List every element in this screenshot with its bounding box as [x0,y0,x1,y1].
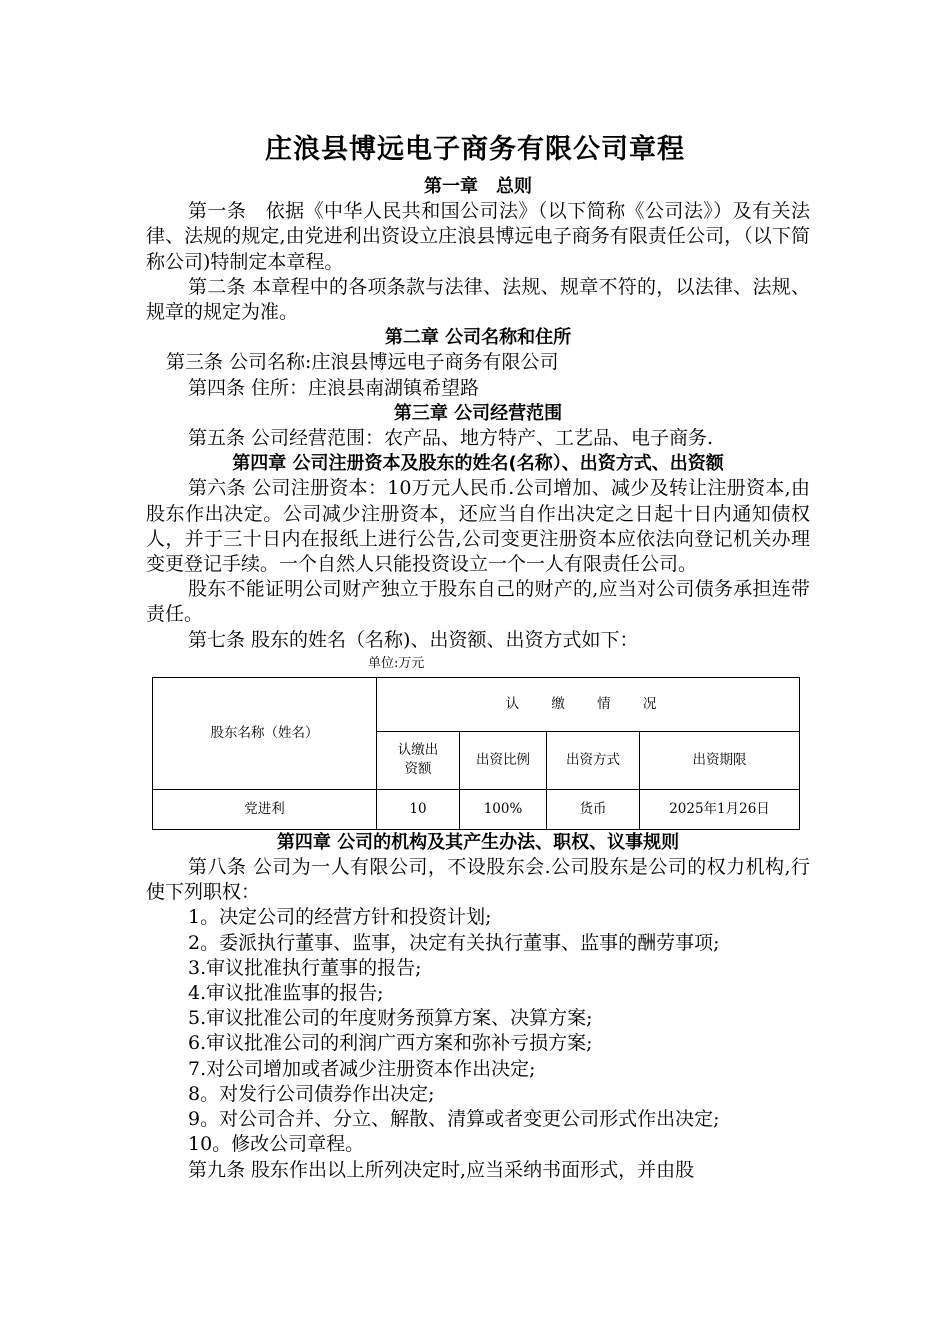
article-9: 第九条 股东作出以上所列决定时,应当采纳书面形式，并由股 [188,1158,695,1181]
article-6: 第六条 公司注册资本：10万元人民币.公司增加、减少及转让注册资本,由股东作出决定。公司减少注册资本，还应当自作出决定之日起十日内通知债权人，并于三十日内在报纸上进行公告,公司变更注册资本应依法向登记机关办理变更登记手续。一个自然人只能投资设立一个一人有限责任公司。 [146,477,810,576]
article-3: 第三条 公司名称:庄浪县博远电子商务有限公司 [166,351,559,374]
chapter-1-heading: 第一章 总则 [424,176,532,197]
document-title: 庄浪县博远电子商务有限公司章程 [265,134,685,165]
article-6-liability: 股东不能证明公司财产独立于股东自己的财产的,应当对公司债务承担连带责任。 [146,578,810,626]
chapter-3-heading: 第三章 公司经营范围 [393,402,563,424]
table-header-method: 出资方式 [547,731,640,789]
article-7: 第七条 股东的姓名（名称)、出资额、出资方式如下： [188,628,639,651]
table-header-amount-label: 认缴出资额 [397,742,439,778]
article-5: 第五条 公司经营范围：农产品、地方特产、工艺品、电子商务. [188,427,714,450]
unit-label: 单位:万元 [368,655,425,671]
cell-amount: 10 [377,789,460,829]
shareholder-table [152,677,800,830]
cell-date: 2025年1月26日 [640,789,800,829]
power-item-4: 4.审议批准监事的报告; [188,982,384,1005]
table-row [153,789,800,829]
article-1: 第一条 依据《中华人民共和国公司法》（以下简称《公司法》）及有关法律、法规的规定,由党进利出资设立庄浪县博远电子商务有限责任公司，（以下简称公司)特制定本章程。 [146,200,810,273]
power-item-8: 8。对发行公司债券作出决定; [188,1082,435,1105]
power-item-5: 5.审议批准公司的年度财务预算方案、决算方案; [188,1007,593,1030]
power-item-9: 9。对公司合并、分立、解散、清算或者变更公司形式作出决定; [188,1108,720,1131]
cell-method: 货币 [547,789,640,829]
chapter-4-heading: 第四章 公司注册资本及股东的姓名(名称）、出资方式、出资额 [232,453,724,475]
cell-ratio: 100% [460,789,547,829]
table-header-amount [377,731,460,789]
document-body [146,174,810,1183]
table-header-group: 认 缴 情 况 [377,677,800,731]
cell-name: 党进利 [153,789,377,829]
table-header-date: 出资期限 [640,731,800,789]
article-4: 第四条 住所：庄浪县南湖镇希望路 [188,376,480,399]
article-2: 第二条 本章程中的各项条款与法律、法规、规章不符的，以法律、法规、规章的规定为准。 [146,275,810,324]
table-header-ratio: 出资比例 [460,731,547,789]
power-item-6: 6.审议批准公司的利润广西方案和弥补亏损方案; [188,1032,593,1055]
chapter-5-heading: 第四章 公司的机构及其产生办法、职权、议事规则 [276,831,680,853]
article-8: 第八条 公司为一人有限公司，不设股东会.公司股东是公司的权力机构,行使下列职权： [146,856,810,904]
power-item-2: 2。委派执行董事、监事，决定有关执行董事、监事的酬劳事项; [188,931,720,954]
power-item-10: 10。修改公司章程。 [188,1133,365,1156]
chapter-2-heading: 第二章 公司名称和住所 [384,327,572,349]
power-item-1: 1。决定公司的经营方针和投资计划; [188,906,492,929]
power-item-3: 3.审议批准执行董事的报告; [188,956,422,979]
power-item-7: 7.对公司增加或者减少注册资本作出决定; [188,1057,536,1080]
table-header-name: 股东名称（姓名） [153,677,377,789]
